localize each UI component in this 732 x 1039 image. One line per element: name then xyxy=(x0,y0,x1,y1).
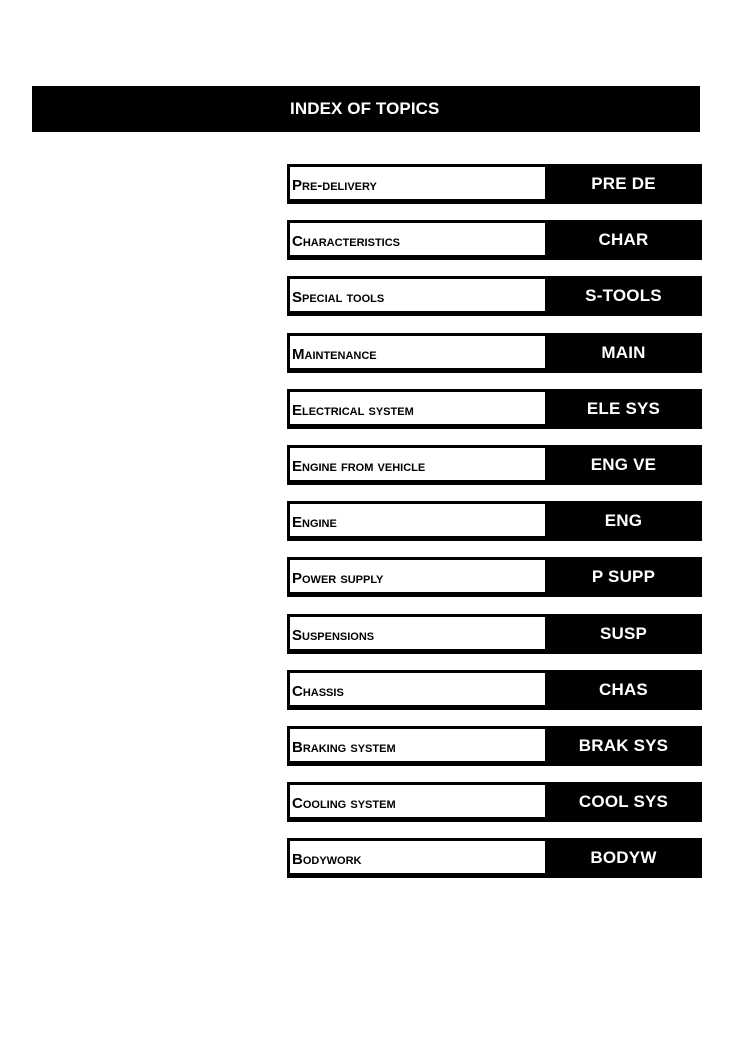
topic-label-box xyxy=(287,501,545,541)
topic-code-tab[interactable] xyxy=(545,670,702,710)
topic-label: Cooling system xyxy=(292,795,396,813)
topic-label: Special tools xyxy=(292,289,385,307)
topic-code: PRE DE xyxy=(591,174,656,193)
topic-label-box xyxy=(287,557,545,597)
topic-code-tab[interactable] xyxy=(545,726,702,766)
topic-label-box xyxy=(287,614,545,654)
topic-code-tab[interactable] xyxy=(545,838,702,878)
topic-code-tab[interactable] xyxy=(545,276,702,316)
topic-label-box xyxy=(287,726,545,766)
topic-code: ENG VE xyxy=(590,454,657,474)
topic-label-box xyxy=(287,276,545,316)
topic-label: Chassis xyxy=(292,682,344,700)
topic-row-chassis[interactable] xyxy=(287,670,702,710)
topic-label-box xyxy=(287,389,545,429)
header-bar xyxy=(32,86,700,132)
topic-label: Suspensions xyxy=(292,626,375,644)
topic-code-tab[interactable] xyxy=(545,389,702,429)
topic-row-braking-system[interactable] xyxy=(287,726,702,766)
topic-row-engine-from-vehicle[interactable] xyxy=(287,445,702,485)
topic-label-box xyxy=(287,782,545,822)
topic-row-bodywork[interactable] xyxy=(287,838,702,878)
topic-label-box xyxy=(287,333,545,373)
topic-code: CHAR xyxy=(598,230,649,250)
topic-label: Characteristics xyxy=(292,233,401,251)
topic-label-box xyxy=(287,220,545,260)
topic-code: ENG xyxy=(604,511,643,531)
topic-label: Bodywork xyxy=(292,851,362,869)
topic-row-power-supply[interactable] xyxy=(287,557,702,597)
topic-label: Engine xyxy=(292,514,337,532)
topic-code: CHAS xyxy=(599,679,648,699)
topic-label-box xyxy=(287,838,545,878)
topic-code: MAIN xyxy=(601,342,646,362)
topic-index-list xyxy=(287,164,702,894)
page-title: INDEX OF TOPICS xyxy=(290,99,440,118)
topic-label: Power supply xyxy=(292,570,384,588)
topic-label-box xyxy=(287,670,545,710)
topic-code: P SUPP xyxy=(591,567,656,587)
topic-label: Engine from vehicle xyxy=(292,457,426,475)
topic-row-electrical-system[interactable] xyxy=(287,389,702,429)
topic-row-pre-delivery[interactable] xyxy=(287,164,702,204)
topic-label: Pre-delivery xyxy=(292,177,377,194)
topic-label: Maintenance xyxy=(292,345,377,363)
topic-code-tab[interactable] xyxy=(545,614,702,654)
topic-code-tab[interactable] xyxy=(545,164,702,204)
topic-code: BRAK SYS xyxy=(578,735,669,755)
topic-row-characteristics[interactable] xyxy=(287,220,702,260)
topic-code: COOL SYS xyxy=(578,792,669,812)
topic-code-tab[interactable] xyxy=(545,501,702,541)
topic-code: S-TOOLS xyxy=(585,286,662,306)
topic-label-box xyxy=(287,445,545,485)
topic-row-suspensions[interactable] xyxy=(287,614,702,654)
topic-row-maintenance[interactable] xyxy=(287,333,702,373)
topic-label: Electrical system xyxy=(292,401,414,419)
topic-row-special-tools[interactable] xyxy=(287,276,702,316)
topic-code-tab[interactable] xyxy=(545,333,702,373)
topic-label-box xyxy=(287,164,545,204)
topic-code-tab[interactable] xyxy=(545,782,702,822)
topic-code-tab[interactable] xyxy=(545,220,702,260)
topic-code: SUSP xyxy=(599,623,648,643)
topic-row-engine[interactable] xyxy=(287,501,702,541)
topic-code: BODYW xyxy=(590,848,657,868)
topic-code-tab[interactable] xyxy=(545,445,702,485)
topic-code-tab[interactable] xyxy=(545,557,702,597)
topic-code: ELE SYS xyxy=(586,398,661,418)
topic-row-cooling-system[interactable] xyxy=(287,782,702,822)
topic-label: Braking system xyxy=(292,738,396,756)
